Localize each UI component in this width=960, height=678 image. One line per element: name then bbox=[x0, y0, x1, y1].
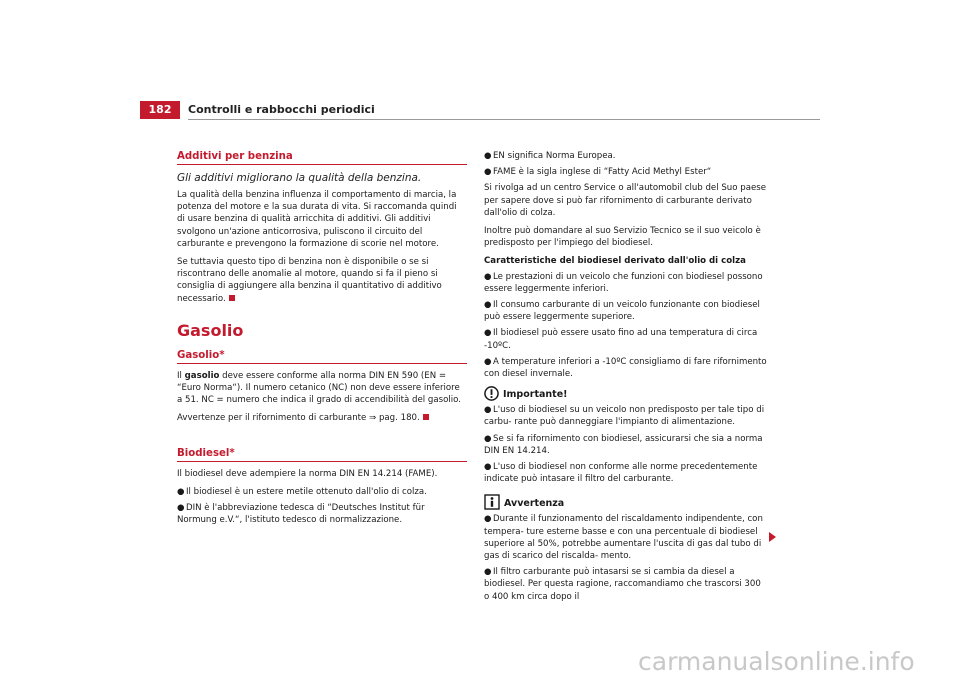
bullet-icon: ● bbox=[484, 328, 492, 339]
bullet-icon: ● bbox=[484, 300, 492, 311]
list-item: ● Durante il funzionamento del riscaldamento indipendente, con tempera- ture esterne basse e con una percentuale di biodiesel superiore al 50%, potrebbe aumentare l'uscita di gas dal tubo di gas di scarico del riscalda- mento. bbox=[484, 514, 763, 562]
avvertenza-heading bbox=[484, 494, 768, 510]
list-item: ● Le prestazioni di un veicolo che funzioni con biodiesel possono essere leggermente inferiori. bbox=[484, 271, 763, 294]
avvertenza-label: Avvertenza bbox=[504, 498, 565, 510]
bullet-icon: ● bbox=[484, 167, 492, 178]
right-column bbox=[484, 150, 768, 607]
list-item: ● L'uso di biodiesel su un veicolo non predisposto per tale tipo di carbu- rante può danneggiare l'impianto di alimentazione. bbox=[484, 405, 765, 428]
paragraph: Il gasolio deve essere conforme alla norma DIN EN 590 (EN = “Euro Norma“). Il numero cetanico (NC) non deve essere inferiore a 51. NC = numero che indica il grado di accendibilità del gasolio. bbox=[177, 370, 461, 406]
chapter-title-gasolio: Gasolio bbox=[177, 320, 244, 340]
bullet-icon: ● bbox=[177, 503, 185, 514]
warning-exclamation-icon bbox=[484, 386, 499, 401]
paragraph: Si rivolga ad un centro Service o all'automobil club del Suo paese per sapere dove si può far rifornimento di carburante derivato dall'olio di colza. bbox=[484, 183, 767, 218]
list-item: ● DIN è l'abbreviazione tedesca di “Deutsches Institut für Normung e.V.“, l'istituto tedesco di normalizzazione. bbox=[177, 503, 425, 526]
list-item: ● Il biodiesel può essere usato fino ad una temperatura di circa -10ºC. bbox=[484, 328, 758, 351]
next-page-arrow-icon[interactable] bbox=[769, 532, 776, 542]
paragraph: La qualità della benzina influenza il comportamento di marcia, la potenza del motore e la sua durata di vita. Si raccomanda quindi di usare benzina di qualità arricchita di additivi. Gli additivi svolgono un'azione anticorrosiva, puliscono il circuito del carburante e prevengono la formazione di scorie nel motore. bbox=[177, 190, 457, 249]
left-column bbox=[177, 150, 467, 530]
bullet-icon: ● bbox=[484, 514, 492, 525]
page-header bbox=[140, 101, 820, 119]
header-title: Controlli e rabbocchi periodici bbox=[188, 103, 375, 116]
paragraph bbox=[177, 412, 467, 424]
list-item: ● FAME è la sigla inglese di “Fatty Acid Methyl Ester“ bbox=[484, 167, 712, 178]
list-item: ● Il consumo carburante di un veicolo funzionante con biodiesel può essere leggermente superiore. bbox=[484, 300, 760, 323]
end-of-section-icon bbox=[423, 414, 429, 420]
list-item: ● Se si fa rifornimento con biodiesel, assicurarsi che sia a norma DIN EN 14.214. bbox=[484, 433, 763, 456]
bullet-icon: ● bbox=[484, 405, 492, 416]
paragraph: Se tuttavia questo tipo di benzina non è disponibile o se si riscontrano delle anomalie al motore, quando si fa il pieno si consiglia di aggiungere alla benzina il quantitativo di additivo necessario. bbox=[177, 257, 442, 304]
list-item: ● Il filtro carburante può intasarsi se si cambia da diesel a biodiesel. Per questa ragione, raccomandiamo che trascorsi 300 o 400 km circa dopo il bbox=[484, 567, 761, 602]
end-of-section-icon bbox=[229, 295, 235, 301]
importante-heading bbox=[484, 386, 768, 401]
section-subtitle-additivi: Gli additivi migliorano la qualità della benzina. bbox=[177, 172, 422, 184]
list-item: ● A temperature inferiori a -10ºC consigliamo di fare rifornimento con diesel invernale. bbox=[484, 356, 767, 380]
list-item: ● EN significa Norma Europea. bbox=[484, 151, 616, 161]
list-item: ● Il biodiesel è un estere metile ottenuto dall'olio di colza. bbox=[177, 486, 427, 497]
bullet-icon: ● bbox=[484, 151, 492, 161]
page-number: 182 bbox=[140, 101, 180, 119]
watermark: carmanualsonline.info bbox=[638, 647, 915, 676]
bullet-icon: ● bbox=[484, 271, 492, 282]
importante-label: Importante! bbox=[503, 389, 568, 401]
subheading-caratteristiche: Caratteristiche del biodiesel derivato dall'olio di colza bbox=[484, 256, 746, 267]
paragraph: Il biodiesel deve adempiere la norma DIN EN 14.214 (FAME). bbox=[177, 468, 438, 479]
page-reference-link[interactable]: Avvertenze per il rifornimento di carburante ⇒ pag. 180. bbox=[177, 413, 420, 424]
section-title-biodiesel: Biodiesel* bbox=[177, 447, 467, 462]
bullet-icon: ● bbox=[177, 486, 185, 497]
list-item: ● L'uso di biodiesel non conforme alle norme precedentemente indicate può intasare il filtro del carburante. bbox=[484, 462, 758, 485]
bullet-icon: ● bbox=[484, 433, 492, 444]
header-rule bbox=[188, 119, 820, 120]
paragraph: Inoltre può domandare al suo Servizio Tecnico se il suo veicolo è predisposto per l'impiego del biodiesel. bbox=[484, 226, 761, 249]
bullet-icon: ● bbox=[484, 567, 492, 578]
section-title-additivi: Additivi per benzina bbox=[177, 150, 467, 165]
section-title-gasolio: Gasolio* bbox=[177, 349, 467, 364]
bullet-icon: ● bbox=[484, 356, 492, 367]
bullet-icon: ● bbox=[484, 462, 492, 473]
info-note-icon bbox=[484, 494, 500, 510]
